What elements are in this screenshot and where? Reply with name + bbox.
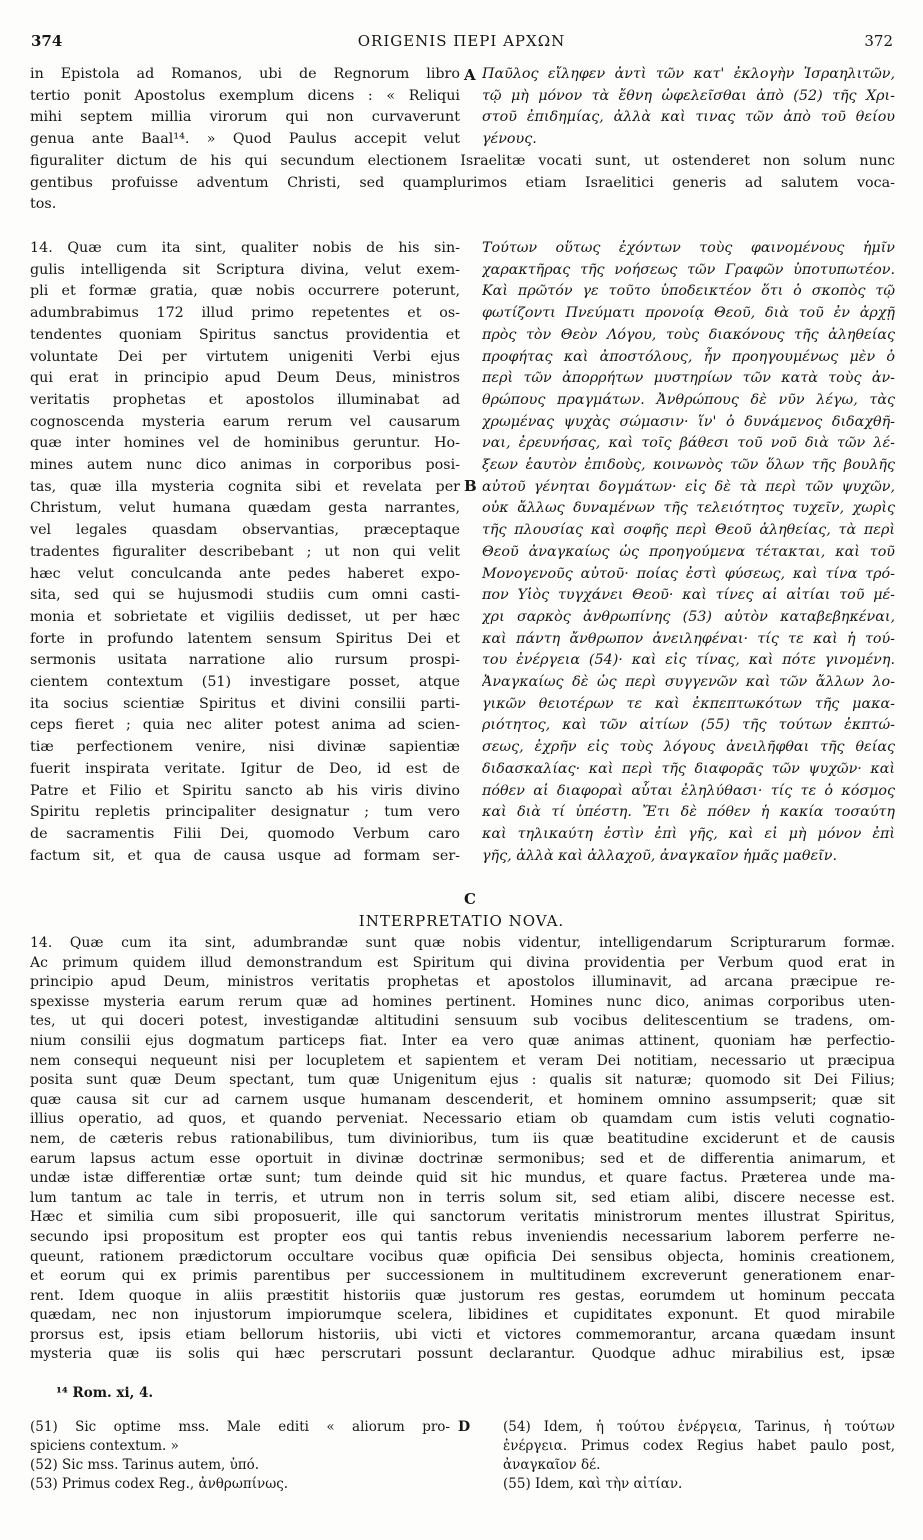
text-line: γῆς, ἀλλὰ καὶ ἀλλαχοῦ, ἀναγκαῖον ἡμᾶς μαθεῖν.: [482, 847, 837, 864]
text-line: tiæ perfectionem venire, nisi divinæ sapientiæ: [30, 739, 460, 756]
text-line: tas, quæ illa mysteria cognita sibi et revelata per: [30, 478, 460, 495]
text-line: 14. Quæ cum ita sint, adumbrandæ sunt quæ nobis videntur, intelligendarum Scripturarum formæ.: [30, 935, 895, 951]
text-line: Ἀναγκαίως δὲ ὡς περὶ συγγενῶν καὶ τῶν ἄλλων λο-: [482, 674, 895, 691]
text-line: cognoscenda mysteria earum rerum vel causarum: [30, 413, 460, 430]
text-line: Παῦλος εἴληφεν ἀντὶ τῶν κατ' ἐκλογὴν Ἰσραηλιτῶν,: [482, 66, 895, 82]
top-latin-full-width: [30, 151, 895, 216]
text-line: forte in profundo latentem sensum Spiritus Dei et: [30, 630, 460, 647]
text-line: earum lapsus actum esse oportuit in divinæ doctrinæ sermonibus; sed et de differentia animarum, et: [30, 1150, 895, 1167]
text-line: Τούτων οὕτως ἐχόντων τοὺς φαινομένους ἡμῖν: [482, 240, 895, 256]
text-line: καὶ διὰ τί ὑπέστη. Ἔτι δὲ πόθεν ἡ κακία τοσαύτη: [482, 804, 895, 821]
text-line: tertio ponit Apostolus exemplum dicens : « Reliqui: [30, 87, 460, 104]
text-line: rent. Idem quoque in aliis præstitit historiis quæ justorum res gestas, eorumdem ut hominum peccata: [30, 1287, 895, 1304]
note-line: spiciens contextum. »: [30, 1438, 179, 1454]
note-line: (55) Idem, καὶ τὴν αἰτίαν.: [503, 1476, 683, 1492]
text-line: factum sit, et qua de causa usque ad formam ser-: [30, 847, 460, 864]
text-line: nem, de cæteris rebus rationabilibus, tum divinioribus, tum iis quæ beatitudine exciderunt et de causis: [30, 1130, 895, 1147]
note-line: (51) Sic optime mss. Male editi « aliorum pro-: [30, 1419, 450, 1435]
text-line: καὶ τηλικαύτη ἐστὶν ἐπὶ γῆς, καὶ εἰ μὴ μόνον ἐπὶ: [482, 825, 895, 842]
text-line: τῆς πλουσίας καὶ σοφῆς περὶ Θεοῦ ἀληθείας, τὰ περὶ: [482, 522, 895, 539]
text-line: cientem contextum (51) investigare posset, atque: [30, 674, 460, 691]
text-line: πρὸς τὸν Θεὸν Λόγου, τοὺς διακόνους τῆς ἀληθείας: [482, 326, 895, 343]
text-line: et eorum qui ex primis parentibus per successionem in multitudinem excreverunt generationem enar-: [30, 1268, 895, 1285]
note-line: (54) Idem, ἡ τούτου ἐνέργεια, Tarinus, ἡ τούτων: [503, 1419, 895, 1435]
text-line: qui erat in principio apud Deum Deus, ministros: [30, 370, 460, 387]
text-line: mines autem nunc dico animas in corporibus posi-: [30, 457, 460, 474]
section14-latin-column: [30, 238, 460, 867]
text-line: posita sunt quæ Deum spectant, tum quæ Unigenitum ejus : qualis sit naturæ; quomodo sit Dei Filius;: [30, 1072, 895, 1089]
text-line: prorsus est, ipsis etiam bellorum historiis, ubi victi et victores commemorantur, arcana quædam insunt: [30, 1326, 895, 1343]
text-line: πόθεν αἱ διαφοραὶ αὗται ἐληλύθασι· τίς τε ὁ κόσμος: [482, 782, 895, 799]
top-latin-column: [30, 64, 460, 151]
text-line: spexisse mysteria earum rerum quæ ad homines pertinent. Homines nunc dico, animas corporibus uten-: [30, 993, 895, 1010]
text-line: χρι σαρκὸς ἀνθρωπίνης (53) αὐτὸν καταβεβηκέναι,: [482, 608, 895, 625]
text-line: φωτίζοντι Πνεύματι προνοίᾳ Θεοῦ, διὰ τοῦ ἐν ἀρχῇ: [482, 305, 895, 322]
text-line: tendentes quoniam Spiritus sanctus providentia et: [30, 326, 460, 343]
section14-greek-column: [482, 238, 895, 867]
text-line: pli et formæ gratia, quæ nobis occurrere poterunt,: [30, 283, 460, 300]
text-line: undæ istæ differentiæ ortæ sunt; tum deinde quid sit hic mundus, et quare factus. Præterea unde ma-: [30, 1170, 895, 1187]
text-line: Spiritu repletis principaliter designatur ; tum vero: [30, 804, 460, 821]
text-line: nem consequi nequeunt nisi per locupletem et sapientem et veram Dei notitiam, necessario ut præcipua: [30, 1052, 895, 1069]
text-line: γικῶν θειοτέρων τε καὶ ἐκπεπτωκότων τῆς μακα-: [482, 695, 895, 712]
interpretatio-nova-body: [30, 934, 895, 1365]
text-line: veritatis prophetas et apostolos illuminabat ad: [30, 391, 460, 408]
margin-marker-a: A: [464, 66, 476, 84]
text-line: ξεων ἑαυτὸν ἐπιδοὺς, κοινωνὸς τῶν ὅλων τῆς βουλῆς: [482, 457, 895, 474]
text-line: Patre et Filio et Spiritu sancto ab his viris divino: [30, 782, 460, 799]
text-line: Christum, velut humana quædam gesta narrantes,: [30, 500, 460, 517]
text-line: sita, sed qui se hujusmodi studiis cum omni casti-: [30, 587, 460, 604]
text-line: secundo ipsi propositum est propter eos qui tantis rebus inveniendis necessarium laborem perferre ne-: [30, 1228, 895, 1245]
scripture-footnote: ¹⁴ Rom. xi, 4.: [56, 1385, 154, 1401]
text-line: 14. Quæ cum ita sint, qualiter nobis de his sin-: [30, 240, 460, 256]
text-line: χαρακτῆρας τῆς νοήσεως τῶν Γραφῶν ὑποτυπωτέον.: [482, 261, 895, 278]
text-line: tradentes figuraliter describebant ; ut non qui velit: [30, 543, 460, 560]
text-line: ναι, ἐρευνήσας, καὶ τοῖς βάθεσι τοῦ νοῦ διὰ τῶν λέ-: [482, 435, 895, 452]
text-line: voluntate Dei per virtutem unigeniti Verbi ejus: [30, 348, 460, 365]
text-line: του ἐνέργεια (54)· καὶ εἰς τίνας, καὶ πότε γινομένη.: [482, 652, 895, 669]
text-line: ceps fieret ; quia nec aliter potest anima ad scien-: [30, 717, 460, 734]
text-line: tos.: [30, 196, 57, 213]
text-line: hæc velut conculcanda ante pedes haberet expo-: [30, 565, 460, 582]
text-line: ita socius scientiæ Spiritus et divini consilii parti-: [30, 695, 460, 712]
right-page-number: 372: [864, 32, 893, 50]
text-line: θρώπους πραγμάτων. Ἀνθρώπους δὲ νῦν λέγω, τὰς: [482, 391, 895, 408]
running-header: [0, 32, 923, 56]
notes-right-column: [503, 1418, 895, 1494]
text-line: mysteria quæ iis solis qui hæc perscrutari possunt declarantur. Quodque adhuc mirabilius est, ipsæ: [30, 1346, 895, 1363]
text-line: illius operatio, ad quos, et quando perveniat. Necessario etiam ob quamdam cum istis veluti cognatio-: [30, 1111, 895, 1128]
text-line: Hæc et similia cum sibi proposuerit, ille qui sanctorum veritatis ministrorum mentes illustrat Spiritus,: [30, 1209, 895, 1226]
text-line: αὐτοῦ γένηται δογμάτων· εἰς δὲ τὰ περὶ τῶν ψυχῶν,: [482, 478, 895, 495]
text-line: fuerit inspirata veritate. Igitur de Deo, id est de: [30, 760, 460, 777]
text-line: sermonis usitata narratione alio rursum prospi-: [30, 652, 460, 669]
text-line: principio apud Deum, ministros veritatis prophetas et apostolos illuminavit, ad arcana præcipue re-: [30, 974, 895, 991]
text-line: lum tantum ac tale in terris, et utrum non in terris solum sit, sed etiam alibi, discere necesse est.: [30, 1189, 895, 1206]
margin-marker-b: B: [464, 477, 477, 495]
text-line: tes, ut qui doceri potest, investigandæ altitudini sensuum sub vocibus delitescentium se tradens, om-: [30, 1013, 895, 1030]
left-page-number: 374: [31, 32, 63, 50]
running-title: ORIGENIS ΠΕΡΙ ΑΡΧΩΝ: [357, 32, 566, 50]
text-line: queunt, rationem prædictorum occultare vocibus quæ opificia Dei sensibus objecta, hominis creationem,: [30, 1248, 895, 1265]
text-line: ριότητος, καὶ τῶν αἰτίων (55) τῆς τούτων ἐκπτώ-: [482, 717, 895, 734]
text-line: mihi septem millia virorum qui non curvaverunt: [30, 109, 460, 126]
note-line: (52) Sic mss. Tarinus autem, ὑπό.: [30, 1457, 260, 1473]
text-line: in Epistola ad Romanos, ubi de Regnorum libro: [30, 66, 460, 82]
text-line: γένους.: [482, 131, 537, 148]
text-line: monia et sobrietate et vigiliis dedisset, ut per hæc: [30, 608, 460, 625]
text-line: Θεοῦ ἀναγκαίως ὡς προηγούμενα τέτακται, καὶ τοῦ: [482, 543, 895, 560]
text-line: Μονογενοῦς αὐτοῦ· ποίας ἐστὶ φύσεως, καὶ τίνα τρό-: [482, 565, 895, 582]
text-line: de sacramentis Filii Dei, quomodo Verbum caro: [30, 825, 460, 842]
section-heading: INTERPRETATIO NOVA.: [358, 912, 565, 930]
text-line: προφήτας καὶ ἀποστόλους, ἦν προηγουμένως μὲν ὁ: [482, 348, 895, 365]
notes-left-column: [30, 1418, 450, 1494]
text-line: περὶ τῶν ἀπορρήτων μυστηρίων τῶν κατὰ τοὺς ἀν-: [482, 370, 895, 387]
note-line: (53) Primus codex Reg., ἀνθρωπίνως.: [30, 1476, 289, 1492]
margin-marker-c: C: [464, 890, 476, 908]
note-line: ἐνέργεια. Primus codex Regius habet paulo post,: [503, 1438, 895, 1454]
text-line: διδασκαλίας· καὶ περὶ τῆς διαφορᾶς τῶν ψυχῶν· καὶ: [482, 760, 895, 777]
margin-marker-d: D: [458, 1419, 471, 1435]
text-line: χρωμένας ψυχὰς σώμασιν· ἵν' ὁ δυνάμενος διδαχθῆ-: [482, 413, 895, 430]
text-line: quædam, nec non injustorum impiorumque scelera, libidines et cupiditates exponunt. Et quod mirabile: [30, 1307, 895, 1324]
text-line: nium consilii ejus dogmatum particeps fiat. Inter ea vero quæ animas attinent, quoniam hæ perfectio-: [30, 1032, 895, 1049]
text-line: quæ causa sit cur ad carnem usque humanam descenderit, et hominem omnino assumpserit; quæ sit: [30, 1091, 895, 1108]
text-line: figuraliter dictum de his qui secundum electionem Israelitæ vocati sunt, ut ostenderet non solum nunc: [30, 153, 895, 169]
text-line: Καὶ πρῶτόν γε τοῦτο ὑποδεικτέον ὅτι ὁ σκοπὸς τῷ: [482, 283, 895, 300]
text-line: στοῦ ἐπιδημίας, ἀλλὰ καὶ τινας τῶν ἀπὸ τοῦ θείου: [482, 109, 895, 126]
text-line: σεως, ἐχρῆν εἰς τοὺς λόγους ἀνειλῆφθαι τῆς θείας: [482, 739, 895, 756]
text-line: πον Υἱὸς τυγχάνει Θεοῦ· καὶ τίνες αἱ αἰτίαι τοῦ μέ-: [482, 587, 895, 604]
top-greek-column: [482, 64, 895, 151]
text-line: quæ inter homines vel de hominibus geruntur. Ho-: [30, 435, 460, 452]
text-line: καὶ πάντη ἄνθρωπον ἀνειληφέναι· τίς τε καὶ ἡ τού-: [482, 630, 895, 647]
text-line: gentibus profuisse adventum Christi, sed quamplurimos etiam Israelitici generis ad salutem voca-: [30, 174, 895, 191]
note-line: ἀναγκαῖον δέ.: [503, 1457, 601, 1473]
text-line: gulis intelligenda sit Scriptura divina, velut exem-: [30, 261, 460, 278]
text-line: οὐκ ἄλλως δυναμένων τῆς τελειότητος τυχεῖν, χωρὶς: [482, 500, 895, 517]
text-line: adumbrabimus 172 illud primo repetentes et os-: [30, 305, 460, 322]
text-line: genua ante Baal¹⁴. » Quod Paulus accepit velut: [30, 131, 460, 148]
text-line: vel legales quasdam observantias, præceptaque: [30, 522, 460, 539]
text-line: Ac primum quidem illud demonstrandum est Spiritum qui divina providentia per Verbum quod erat in: [30, 954, 895, 971]
text-line: τῷ μὴ μόνον τὰ ἔθνη ὠφελεῖσθαι ἀπὸ (52) τῆς Χρι-: [482, 87, 895, 104]
